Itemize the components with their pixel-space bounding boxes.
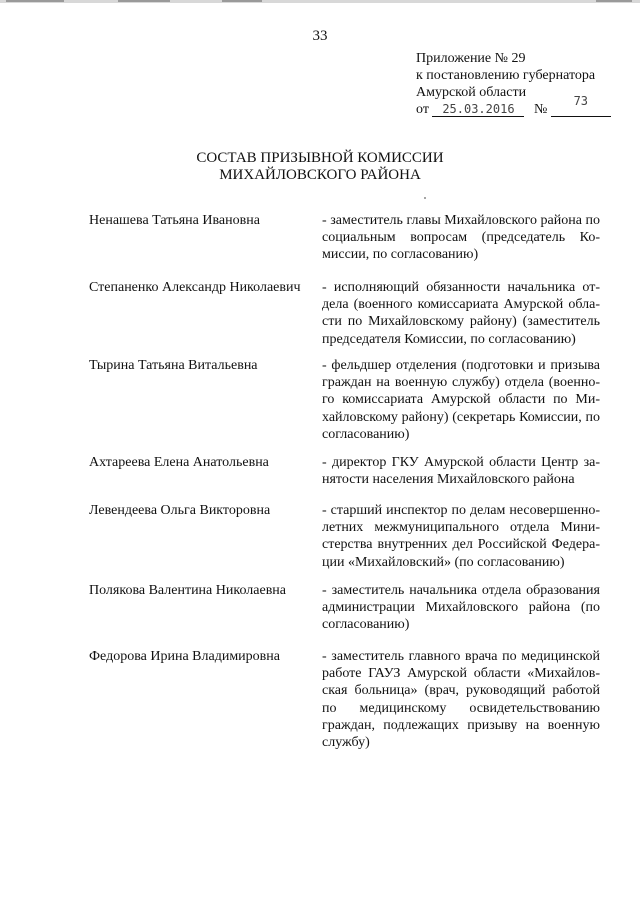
appendix-date-line	[416, 94, 631, 118]
scan-edge	[0, 0, 640, 3]
page-number: 33	[312, 28, 328, 44]
scan-mark	[222, 0, 262, 2]
number-value: 73	[573, 94, 589, 108]
member-role: - заместитель начальника отдела образования администрации Михайловского района (по согласованию)	[322, 583, 600, 633]
appendix-block	[416, 50, 631, 118]
member-name: Степаненко Александр Николаевич	[89, 280, 301, 295]
member-name: Тырина Татьяна Витальевна	[89, 358, 258, 373]
title-line-2: МИХАЙЛОВСКОГО РАЙОНА	[219, 167, 421, 183]
scan-mark	[596, 0, 632, 2]
member-name: Ненашева Татьяна Ивановна	[89, 213, 260, 228]
date-value: 25.03.2016	[442, 102, 515, 116]
member-role: - старший инспектор по делам несовершеннолетних межмуниципального отдела Министерства внутренних дел Российской Федерации «Михайловский» (по согласованию)	[322, 503, 600, 570]
document-title	[0, 150, 640, 184]
member-role: - директор ГКУ Амурской области Центр занятости населения Михайловского района	[322, 455, 600, 488]
date-field	[432, 101, 524, 117]
member-name: Ахтареева Елена Анатольевна	[89, 455, 269, 470]
scan-mark	[118, 0, 170, 2]
appendix-line-1: Приложение № 29	[416, 51, 526, 66]
number-field	[551, 94, 611, 117]
member-name: Федорова Ирина Владимировна	[89, 649, 280, 664]
member-name: Полякова Валентина Николаевна	[89, 583, 287, 598]
member-role: - фельдшер отделения (подготовки и призыва граждан на военную службу) отдела (военного комиссариата Амурской области по Михайловскому району) (секретарь Комиссии, по согласованию)	[322, 358, 600, 442]
appendix-line-3: Амурской области	[416, 85, 527, 100]
scan-speck	[424, 197, 426, 199]
member-name: Левендеева Ольга Викторовна	[89, 503, 271, 518]
member-role: - заместитель главы Михайловского района по социальным вопросам (председатель Комиссии, по согласованию)	[322, 213, 600, 263]
number-label: №	[533, 102, 548, 117]
date-prefix: от	[416, 102, 429, 117]
appendix-line-2: к постановлению губернатора	[416, 68, 596, 83]
title-line-1: СОСТАВ ПРИЗЫВНОЙ КОМИССИИ	[196, 150, 444, 166]
member-role: - заместитель главного врача по медицинской работе ГАУЗ Амурской области «Михайловская больница» (врач, руководящий работой по медицинскому освидетельствованию граждан, подлежащих призыву на военную службу)	[322, 649, 600, 751]
scan-mark	[6, 0, 64, 2]
member-role: - исполняющий обязанности начальника отдела (военного комиссариата Амурской области по Михайловскому району) (заместитель председателя Комиссии, по согласованию)	[322, 280, 600, 347]
